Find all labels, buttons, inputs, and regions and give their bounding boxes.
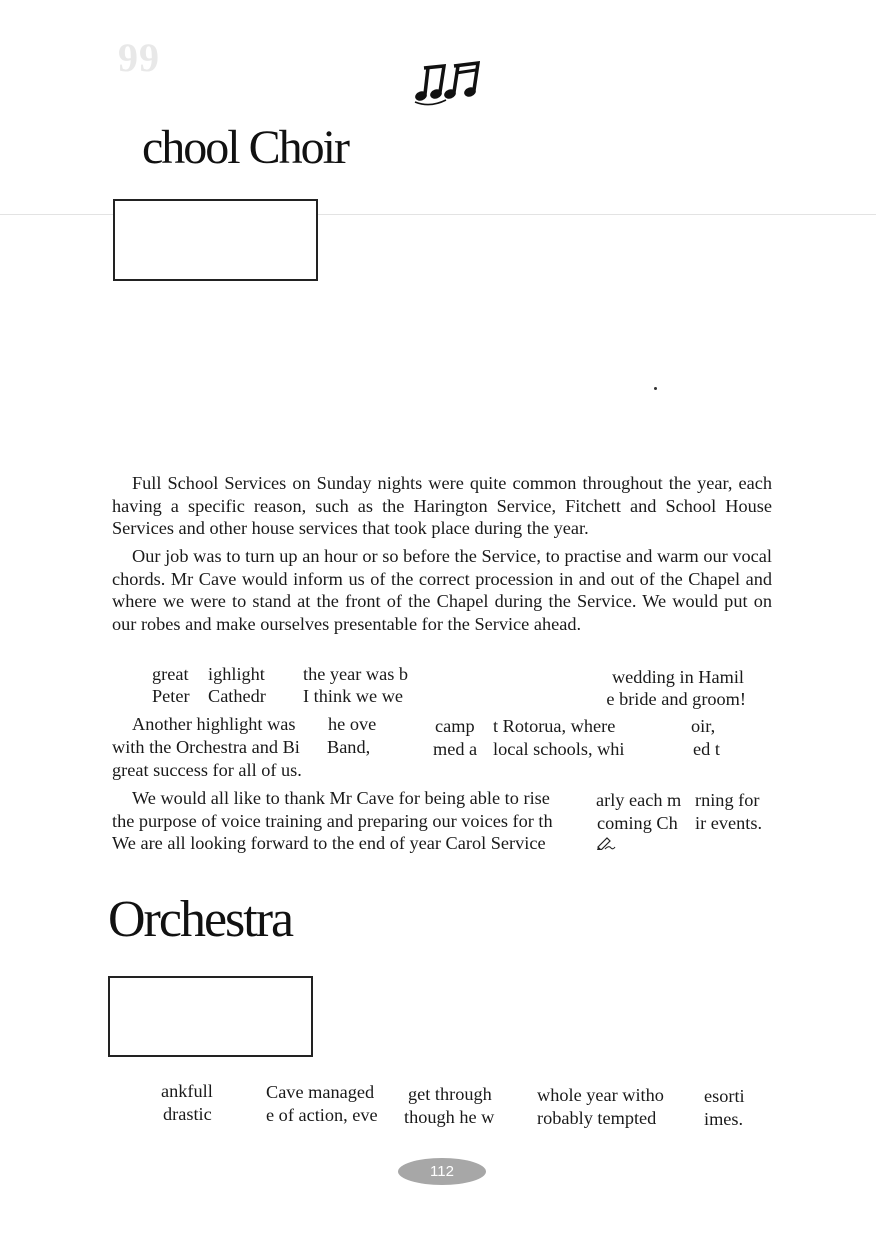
orchestra-photo-placeholder (108, 976, 313, 1057)
text-fragment: Another highlight was (132, 714, 296, 734)
text-fragment: ed t (693, 739, 720, 759)
choir-paragraph-1: Full School Services on Sunday nights were quite common throughout the year, each having a specific reason, such as the Harington Service, Fitchett and School House Services and other house services that took place during the year. (112, 473, 772, 538)
text-fragment: e bride and groom! (606, 689, 746, 709)
text-fragment: Cave managed (266, 1082, 375, 1102)
text-fragment: esorti (704, 1086, 745, 1106)
text-fragment: Cathedr (208, 686, 266, 706)
text-fragment: Band, (327, 737, 371, 757)
choir-photo-placeholder (113, 199, 318, 281)
text-fragment: get through (408, 1084, 492, 1104)
text-fragment: med a (433, 739, 478, 759)
text-fragment: drastic (163, 1104, 212, 1124)
text-fragment: he ove (328, 714, 377, 734)
text-fragment: ir events. (695, 813, 763, 833)
text-fragment: imes. (704, 1109, 744, 1129)
text-fragment: e of action, eve (266, 1105, 378, 1125)
choir-section-title: chool Choir (142, 121, 348, 174)
text-fragment: ankfull (161, 1081, 213, 1101)
text-fragment: arly each m (596, 790, 682, 810)
text-fragment: ighlight (208, 664, 265, 684)
text-fragment: the purpose of voice training and preparing our voices for th (112, 811, 553, 831)
text-fragment: t Rotorua, where (493, 716, 616, 736)
text-fragment: though he w (404, 1107, 495, 1127)
text-fragment: oir, (691, 716, 716, 736)
music-notes-icon (410, 60, 480, 108)
text-fragment: robably tempted (537, 1108, 657, 1128)
text-fragment: wedding in Hamil (611, 667, 744, 687)
orchestra-section-title: Orchestra (108, 891, 293, 948)
text-fragment: with the Orchestra and Bi (112, 737, 300, 757)
text-fragment: rning for (695, 790, 760, 810)
text-fragment: great (152, 664, 189, 684)
text-fragment: whole year witho (537, 1085, 664, 1105)
text-fragment: I think we we (303, 686, 404, 706)
faded-section-header (118, 34, 160, 81)
print-speck (654, 387, 657, 390)
text-fragment: We would all like to thank Mr Cave for being able to rise (132, 788, 550, 808)
text-fragment: camp (435, 716, 475, 736)
text-fragment: Peter (152, 686, 190, 706)
pencil-writing-icon (596, 836, 616, 850)
faded-header-number: 99 (118, 35, 160, 80)
text-fragment: coming Ch (597, 813, 678, 833)
text-fragment: We are all looking forward to the end of year Carol Service (112, 833, 546, 853)
text-fragment: great success for all of us. (112, 760, 302, 780)
text-fragment: local schools, whi (493, 739, 625, 759)
choir-paragraph-2: Our job was to turn up an hour or so before the Service, to practise and warm our vocal chords. Mr Cave would inform us of the correct procession in and out of the Chapel and where we were to stand at the front of the Chapel during the Service. We would put on our robes and make ourselves presentable for the Service ahead. (112, 546, 772, 634)
page-number-badge: 112 (398, 1158, 486, 1185)
text-fragment: the year was b (303, 664, 409, 684)
